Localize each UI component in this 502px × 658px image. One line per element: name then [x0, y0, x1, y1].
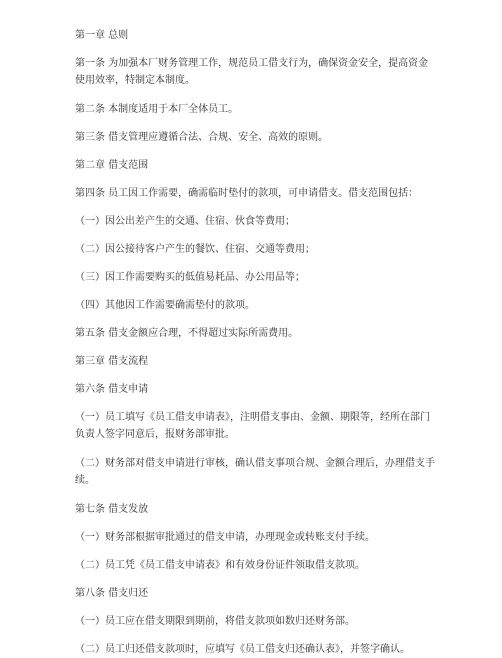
article-6-item-2: （二）财务部对借支申请进行审核，确认借支事项合规、金额合理后，办理借支手续。	[75, 458, 435, 486]
article-7-item-1: （一）财务部根据审批通过的借支申请，办理现金或转账支付手续。	[75, 532, 375, 543]
article-4: 第四条 员工因工作需要，确需临时垫付的款项，可申请借支。借支范围包括：	[75, 188, 419, 199]
article-3: 第三条 借支管理应遵循合法、合规、安全、高效的原则。	[75, 132, 329, 143]
article-4-item-2: （二）因公接待客户产生的餐饮、住宿、交通等费用；	[75, 244, 315, 255]
article-6-item-1: （一）员工填写《员工借支申请表》，注明借支事由、金额、期限等，经所在部门负责人签字同意后，报财务部审批。	[75, 412, 430, 440]
article-8-item-1: （一）员工应在借支期限到期前，将借支款项如数归还财务部。	[75, 616, 355, 627]
chapter-1-heading: 第一章 总则	[75, 30, 129, 41]
article-4-item-3: （三）因工作需要购买的低值易耗品、办公用品等；	[75, 272, 305, 283]
chapter-2-heading: 第二章 借支范围	[75, 160, 149, 171]
chapter-3-heading: 第三章 借支流程	[75, 356, 149, 367]
article-7-item-2: （二）员工凭《员工借支申请表》和有效身份证件领取借支款项。	[75, 560, 365, 571]
article-2: 第二条 本制度适用于本厂全体员工。	[75, 104, 239, 115]
article-4-item-1: （一）因公出差产生的交通、住宿、伙食等费用；	[75, 216, 295, 227]
article-6-heading: 第六条 借支申请	[75, 384, 149, 395]
article-7-heading: 第七条 借支发放	[75, 504, 149, 515]
article-8-heading: 第八条 借支归还	[75, 588, 149, 599]
article-4-item-4: （四）其他因工作需要确需垫付的款项。	[75, 300, 255, 311]
article-1: 第一条 为加强本厂财务管理工作，规范员工借支行为，确保资金安全，提高资金使用效率，特制定本制度。	[75, 58, 429, 86]
article-5: 第五条 借支金额应合理，不得超过实际所需费用。	[75, 328, 299, 339]
article-8-item-2: （二）员工归还借支款项时，应填写《员工借支归还确认表》，并签字确认。	[75, 644, 410, 655]
